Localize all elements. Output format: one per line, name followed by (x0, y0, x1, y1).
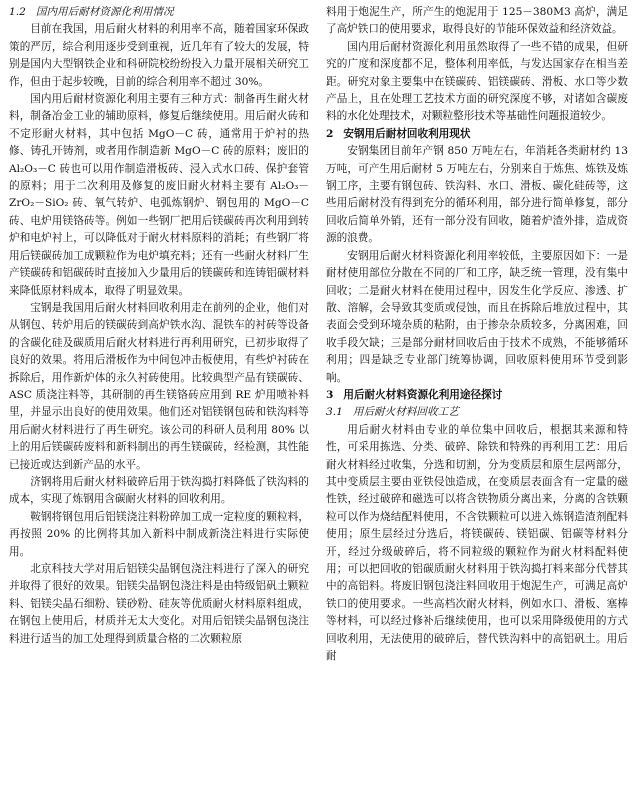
paragraph: 目前在我国，用后耐火材料的利用率不高，随着国家环保政策的严厉，综合利用逐步受到重视，近几年有了较大的发展，特别是国内大型钢铁企业和科研院校纷纷投入力量开展相关研究工作，但由于起步较晚，目前的综合利用率不超过 30%。 (9, 23, 309, 88)
section-heading-3-1 (326, 404, 628, 421)
section-heading-3 (326, 387, 628, 404)
section-title: 国内用后耐材资源化利用情况 (35, 6, 174, 18)
left-column (9, 4, 309, 648)
paragraph: 鞍钢将钢包用后铝镁浇注料粉碎加工成一定粒度的颗粒料，再按照 20% 的比例将其加入新料中制成新浇注料进行实际使用。 (9, 510, 309, 558)
paragraph: 宝钢是我国用后耐火材料回收利用走在前列的企业，他们对从钢包、转炉用后的镁碳砖到高炉铁水沟、混铁车的衬砖等设备的含碳化硅及碳质用后耐火材料进行再利用研究，已初步取得了良好的效果。将用后滑板作为中间包冲击板使用，有些炉衬砖在拆除后，用作新炉体的永久衬砖使用。比较典型产品有镁碳砖、ASC 质浇注料等，其研制的再生镁铬砖应用到 RE 炉用喷补料里，并显示出良好的使用效果。他们还对铝镁钢包砖和铁沟料等用后耐火材料进行了再生研究。该公司的科研人员利用 80% 以上的用后镁碳砖废料和新料制出的再生镁碳砖，经检测，其性能已接近或达到新产品的水平。 (9, 301, 309, 471)
paragraph: 料用于炮泥生产，所产生的炮泥用于 125－380M3 高炉，满足了高炉铁口的使用要求，取得良好的节能环保效益和经济效益。 (326, 6, 628, 36)
section-number: 3 (326, 388, 334, 401)
section-heading-2 (326, 126, 628, 143)
section-heading-1-2 (9, 4, 309, 21)
paragraph: 安钢用后耐火材料资源化利用率较低，主要原因如下：一是耐材使用部位分散在不同的厂和工序，缺乏统一管理，没有集中回收；二是耐火材料在使用过程中，因发生化学反应、渗透、扩散、溶解，会导致其变质或侵蚀，而且在拆除后堆放过程中，其表面会受到环境杂质的粘附，由于掺杂杂质较多，分离困难，回收手段欠缺；三是部分耐材回收后由于技术不成熟，不能够循环利用；四是缺乏专业部门统筹协调，回收原料使用环节受到影响。 (326, 249, 628, 384)
paragraph: 北京科技大学对用后铝镁尖晶钢包浇注料进行了深入的研究并取得了很好的效果。铝镁尖晶钢包浇注料是由特级铝矾土颗粒料、铝镁尖晶石细粉、镁砂粉、硅灰等优质耐火材料原料组成，在钢包上使用后，材质并无太大变化。对用后铝镁尖晶钢包浇注料进行适当的加工处理得到质量合格的二次颗粒原 (9, 563, 309, 645)
paragraph: 济钢将用后耐火材料破碎后用于铁沟捣打料降低了铁沟料的成本，实现了炼钢用含碳耐火材料的回收利用。 (9, 475, 309, 506)
section-title: 安钢用后耐材回收利用现状 (343, 127, 471, 140)
right-column (326, 4, 628, 665)
paragraph: 国内用后耐材资源化利用主要有三种方式：制备再生耐火材料，制备冶金工业的辅助原料，修复后继续使用。用后耐火砖和不定形耐火材料，其中包括 MgO－C 砖，通常用于炉衬的热修、铸孔开铸剂，或者用作制造新 MgO－C 砖的原料；废旧的 Al₂O₃－C 砖也可以用作制造滑板砖、浸入式水口砖、保护套管的原料；用于二次利用及修复的废旧耐火材料主要有 Al₂O₃－ZrO₂－SiO₂ 砖、氧气转炉、电弧炼钢炉、钢包用的 MgO－C 砖、电炉用镁铬砖等。例如一些钢厂把用后镁碳砖再次利用到转炉和电炉衬上，可以降低对于耐火材料原料的消耗；有些钢厂将用后镁碳砖加工成颗粒作为电炉填充料；还有一些耐火材料厂生产镁碳砖和铝碳砖时直接加入少量用后的镁碳砖和连铸铝碳材料来降低原材料成本，取得了明显效果。 (9, 93, 309, 297)
section-number: 2 (326, 127, 334, 140)
section-title: 用后耐火材料资源化利用途径探讨 (343, 388, 503, 401)
section-title: 用后耐火材料回收工艺 (352, 406, 459, 419)
paragraph: 国内用后耐材资源化利用虽然取得了一些不错的成果，但研究的广度和深度都不足，整体利用率低，与发达国家存在相当差距。研究对象主要集中在镁碳砖、铝镁碳砖、滑板、水口等少数产品上，且在处理工艺技术方面的研究深度不够，对诸如含碳废料的水化处理技术，对颗粒整形技术等基础性问题报道较少。 (326, 40, 628, 123)
section-number: 1.2 (9, 6, 26, 18)
paragraph: 安钢集团目前年产钢 850 万吨左右，年消耗各类耐材约 13 万吨，可产生用后耐材 5 万吨左右，分别来自于炼焦、炼铁及炼钢工序，主要有钢包砖、铁沟料、水口、滑板、碳化硅砖等，这些用后耐材没有得到充分的循环利用，部分进行简单修复，部分回收后简单外销，还有一部分没有回收，随着炉渣外排，造成资源的浪费。 (326, 145, 628, 245)
paragraph: 用后耐火材料由专业的单位集中回收后，根据其来源和特性，可采用拣选、分类、破碎、除铁和特殊的再利用工艺：用后耐火材料经过收集，分选和切割，分为变质层和原生层两部分，其中变质层主要由亚铁侵蚀造成，在变质层表面含有一定量的磁性铁，经过破碎和磁选可以将含铁物质分离出来，分离的含铁颗粒可以作为烧结配料使用，不含铁颗粒可以进入炼钢造渣剂配料使用；原生层经过分选后，将镁碳砖、镁铝碳、铝碳等材料分开，经过分级破碎后，将不同粒级的颗粒作为耐火材料配料使用；可以把回收的铝碳质耐火材料用于铁沟捣打料来部分代替其中的高铝料。将废旧钢包浇注料回收用于炮泥生产，可满足高炉铁口的使用要求。一些高档次耐火材料，例如水口、滑板、塞棒等材料，可以经过修补后继续使用，也可以采用降级使用的方式回收利用，无法使用的破碎后，替代铁沟料中的高铝矾土。用后耐 (326, 423, 628, 663)
section-number: 3.1 (326, 406, 343, 419)
